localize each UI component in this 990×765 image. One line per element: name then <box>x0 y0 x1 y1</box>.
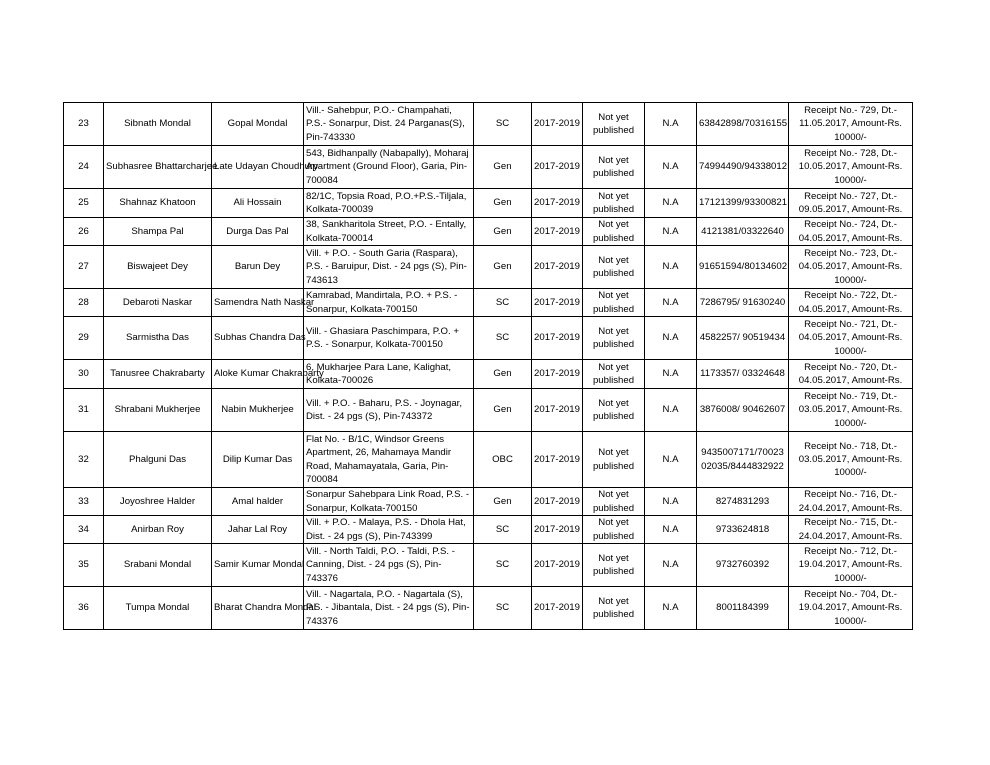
receipt-cell: Receipt No.- 719, Dt.- 03.05.2017, Amount-Rs. 10000/- <box>789 389 913 432</box>
category-cell: Gen <box>474 246 532 289</box>
session-cell: 2017-2019 <box>532 218 583 246</box>
status-cell: Not yet published <box>583 488 645 516</box>
remark-cell: N.A <box>645 516 697 544</box>
address-cell: Sonarpur Sahebpara Link Road, P.S. - Sonarpur, Kolkata-700150 <box>304 488 474 516</box>
session-cell: 2017-2019 <box>532 189 583 218</box>
address-cell: 543, Bidhanpally (Nabapally), Moharaj Apartment (Ground Floor), Garia, Pin-700084 <box>304 146 474 189</box>
status-cell: Not yet published <box>583 432 645 488</box>
name-cell: Sibnath Mondal <box>104 103 212 146</box>
guardian-cell: Ali Hossain <box>212 189 304 218</box>
table-row <box>64 189 913 218</box>
guardian-cell: Bharat Chandra Mondal <box>212 587 304 630</box>
phone-cell: 9732760392 <box>697 544 789 587</box>
category-cell: SC <box>474 317 532 360</box>
address-cell: 6, Mukharjee Para Lane, Kalighat, Kolkata-700026 <box>304 360 474 389</box>
serial-cell: 30 <box>64 360 104 389</box>
category-cell: Gen <box>474 146 532 189</box>
name-cell: Shrabani Mukherjee <box>104 389 212 432</box>
address-cell: Kamrabad, Mandirtala, P.O. + P.S. - Sonarpur, Kolkata-700150 <box>304 289 474 317</box>
serial-cell: 28 <box>64 289 104 317</box>
guardian-cell: Barun Dey <box>212 246 304 289</box>
session-cell: 2017-2019 <box>532 246 583 289</box>
remark-cell: N.A <box>645 317 697 360</box>
guardian-cell: Nabin Mukherjee <box>212 389 304 432</box>
guardian-cell: Late Udayan Choudhury <box>212 146 304 189</box>
guardian-cell: Samir Kumar Mondal <box>212 544 304 587</box>
name-cell: Biswajeet Dey <box>104 246 212 289</box>
address-cell: Vill. + P.O. - Malaya, P.S. - Dhola Hat, Dist. - 24 pgs (S), Pin-743399 <box>304 516 474 544</box>
serial-cell: 32 <box>64 432 104 488</box>
receipt-cell: Receipt No.- 724, Dt.- 04.05.2017, Amount-Rs. <box>789 218 913 246</box>
session-cell: 2017-2019 <box>532 389 583 432</box>
receipt-cell: Receipt No.- 722, Dt.- 04.05.2017, Amount-Rs. <box>789 289 913 317</box>
phone-cell: 8001184399 <box>697 587 789 630</box>
name-cell: Anirban Roy <box>104 516 212 544</box>
address-cell: Vill. - Nagartala, P.O. - Nagartala (S), P.S. - Jibantala, Dist. - 24 pgs (S), Pin-743376 <box>304 587 474 630</box>
remark-cell: N.A <box>645 389 697 432</box>
remark-cell: N.A <box>645 587 697 630</box>
guardian-cell: Durga Das Pal <box>212 218 304 246</box>
name-cell: Shampa Pal <box>104 218 212 246</box>
name-cell: Subhasree Bhattarcharjee <box>104 146 212 189</box>
status-cell: Not yet published <box>583 218 645 246</box>
category-cell: SC <box>474 516 532 544</box>
remark-cell: N.A <box>645 246 697 289</box>
receipt-cell: Receipt No.- 716, Dt.- 24.04.2017, Amount-Rs. <box>789 488 913 516</box>
remark-cell: N.A <box>645 189 697 218</box>
receipt-cell: Receipt No.- 712, Dt.- 19.04.2017, Amount-Rs. 10000/- <box>789 544 913 587</box>
guardian-cell: Samendra Nath Naskar <box>212 289 304 317</box>
table-row <box>64 544 913 587</box>
name-cell: Phalguni Das <box>104 432 212 488</box>
guardian-cell: Aloke Kumar Chakrabarty <box>212 360 304 389</box>
remark-cell: N.A <box>645 146 697 189</box>
category-cell: SC <box>474 587 532 630</box>
session-cell: 2017-2019 <box>532 516 583 544</box>
phone-cell: 7286795/ 91630240 <box>697 289 789 317</box>
session-cell: 2017-2019 <box>532 488 583 516</box>
table-row <box>64 317 913 360</box>
receipt-cell: Receipt No.- 715, Dt.- 24.04.2017, Amount-Rs. <box>789 516 913 544</box>
session-cell: 2017-2019 <box>532 317 583 360</box>
receipt-cell: Receipt No.- 727, Dt.- 09.05.2017, Amount-Rs. <box>789 189 913 218</box>
category-cell: OBC <box>474 432 532 488</box>
status-cell: Not yet published <box>583 389 645 432</box>
remark-cell: N.A <box>645 289 697 317</box>
address-cell: Flat No. - B/1C, Windsor Greens Apartment, 26, Mahamaya Mandir Road, Mahamayatala, Garia, Pin-700084 <box>304 432 474 488</box>
admission-register-table <box>63 102 913 630</box>
status-cell: Not yet published <box>583 587 645 630</box>
remark-cell: N.A <box>645 360 697 389</box>
guardian-cell: Gopal Mondal <box>212 103 304 146</box>
guardian-cell: Amal halder <box>212 488 304 516</box>
category-cell: SC <box>474 103 532 146</box>
session-cell: 2017-2019 <box>532 544 583 587</box>
receipt-cell: Receipt No.- 729, Dt.- 11.05.2017, Amount-Rs. 10000/- <box>789 103 913 146</box>
name-cell: Tumpa Mondal <box>104 587 212 630</box>
address-cell: Vill.- Sahebpur, P.O.- Champahati, P.S.- Sonarpur, Dist. 24 Parganas(S), Pin-743330 <box>304 103 474 146</box>
category-cell: SC <box>474 289 532 317</box>
guardian-cell: Dilip Kumar Das <box>212 432 304 488</box>
phone-cell: 9733624818 <box>697 516 789 544</box>
status-cell: Not yet published <box>583 246 645 289</box>
guardian-cell: Jahar Lal Roy <box>212 516 304 544</box>
category-cell: SC <box>474 544 532 587</box>
table-row <box>64 246 913 289</box>
phone-cell: 8274831293 <box>697 488 789 516</box>
serial-cell: 23 <box>64 103 104 146</box>
table-row <box>64 146 913 189</box>
session-cell: 2017-2019 <box>532 103 583 146</box>
status-cell: Not yet published <box>583 516 645 544</box>
address-cell: 82/1C, Topsia Road, P.O.+P.S.-Tiljala, Kolkata-700039 <box>304 189 474 218</box>
address-cell: Vill. - Ghasiara Paschimpara, P.O. + P.S. - Sonarpur, Kolkata-700150 <box>304 317 474 360</box>
phone-cell: 4121381/03322640 <box>697 218 789 246</box>
serial-cell: 27 <box>64 246 104 289</box>
category-cell: Gen <box>474 189 532 218</box>
serial-cell: 29 <box>64 317 104 360</box>
name-cell: Tanusree Chakrabarty <box>104 360 212 389</box>
table-row <box>64 360 913 389</box>
serial-cell: 36 <box>64 587 104 630</box>
name-cell: Sarmistha Das <box>104 317 212 360</box>
remark-cell: N.A <box>645 544 697 587</box>
table-row <box>64 432 913 488</box>
remark-cell: N.A <box>645 488 697 516</box>
status-cell: Not yet published <box>583 317 645 360</box>
receipt-cell: Receipt No.- 728, Dt.- 10.05.2017, Amount-Rs. 10000/- <box>789 146 913 189</box>
status-cell: Not yet published <box>583 289 645 317</box>
status-cell: Not yet published <box>583 544 645 587</box>
session-cell: 2017-2019 <box>532 587 583 630</box>
receipt-cell: Receipt No.- 718, Dt.- 03.05.2017, Amount-Rs. 10000/- <box>789 432 913 488</box>
guardian-cell: Subhas Chandra Das <box>212 317 304 360</box>
address-cell: Vill. - North Taldi, P.O. - Taldi, P.S. - Canning, Dist. - 24 pgs (S), Pin-743376 <box>304 544 474 587</box>
table-row <box>64 289 913 317</box>
session-cell: 2017-2019 <box>532 289 583 317</box>
name-cell: Joyoshree Halder <box>104 488 212 516</box>
address-cell: 38, Sankharitola Street, P.O. - Entally, Kolkata-700014 <box>304 218 474 246</box>
receipt-cell: Receipt No.- 721, Dt.- 04.05.2017, Amount-Rs. 10000/- <box>789 317 913 360</box>
serial-cell: 25 <box>64 189 104 218</box>
table-row <box>64 218 913 246</box>
serial-cell: 34 <box>64 516 104 544</box>
serial-cell: 35 <box>64 544 104 587</box>
remark-cell: N.A <box>645 432 697 488</box>
remark-cell: N.A <box>645 218 697 246</box>
phone-cell: 1173357/ 03324648 <box>697 360 789 389</box>
phone-cell: 17121399/93300821 <box>697 189 789 218</box>
remark-cell: N.A <box>645 103 697 146</box>
session-cell: 2017-2019 <box>532 146 583 189</box>
table-row <box>64 488 913 516</box>
serial-cell: 26 <box>64 218 104 246</box>
phone-cell: 63842898/70316155 <box>697 103 789 146</box>
category-cell: Gen <box>474 389 532 432</box>
phone-cell: 3876008/ 90462607 <box>697 389 789 432</box>
status-cell: Not yet published <box>583 103 645 146</box>
serial-cell: 33 <box>64 488 104 516</box>
address-cell: Vill. + P.O. - South Garia (Raspara), P.S. - Baruipur, Dist. - 24 pgs (S), Pin-743613 <box>304 246 474 289</box>
phone-cell: 91651594/80134602 <box>697 246 789 289</box>
serial-cell: 24 <box>64 146 104 189</box>
session-cell: 2017-2019 <box>532 432 583 488</box>
table-row <box>64 587 913 630</box>
phone-cell: 4582257/ 90519434 <box>697 317 789 360</box>
receipt-cell: Receipt No.- 704, Dt.- 19.04.2017, Amount-Rs. 10000/- <box>789 587 913 630</box>
name-cell: Shahnaz Khatoon <box>104 189 212 218</box>
table-row <box>64 389 913 432</box>
receipt-cell: Receipt No.- 720, Dt.- 04.05.2017, Amount-Rs. <box>789 360 913 389</box>
status-cell: Not yet published <box>583 146 645 189</box>
serial-cell: 31 <box>64 389 104 432</box>
table-row <box>64 103 913 146</box>
table-body <box>64 103 913 630</box>
session-cell: 2017-2019 <box>532 360 583 389</box>
category-cell: Gen <box>474 488 532 516</box>
receipt-cell: Receipt No.- 723, Dt.- 04.05.2017, Amount-Rs. 10000/- <box>789 246 913 289</box>
address-cell: Vill. + P.O. - Baharu, P.S. - Joynagar, Dist. - 24 pgs (S), Pin-743372 <box>304 389 474 432</box>
name-cell: Srabani Mondal <box>104 544 212 587</box>
category-cell: Gen <box>474 360 532 389</box>
name-cell: Debaroti Naskar <box>104 289 212 317</box>
phone-cell: 9435007171/7002302035/8444832922 <box>697 432 789 488</box>
phone-cell: 74994490/94338012 <box>697 146 789 189</box>
category-cell: Gen <box>474 218 532 246</box>
status-cell: Not yet published <box>583 189 645 218</box>
status-cell: Not yet published <box>583 360 645 389</box>
table-row <box>64 516 913 544</box>
